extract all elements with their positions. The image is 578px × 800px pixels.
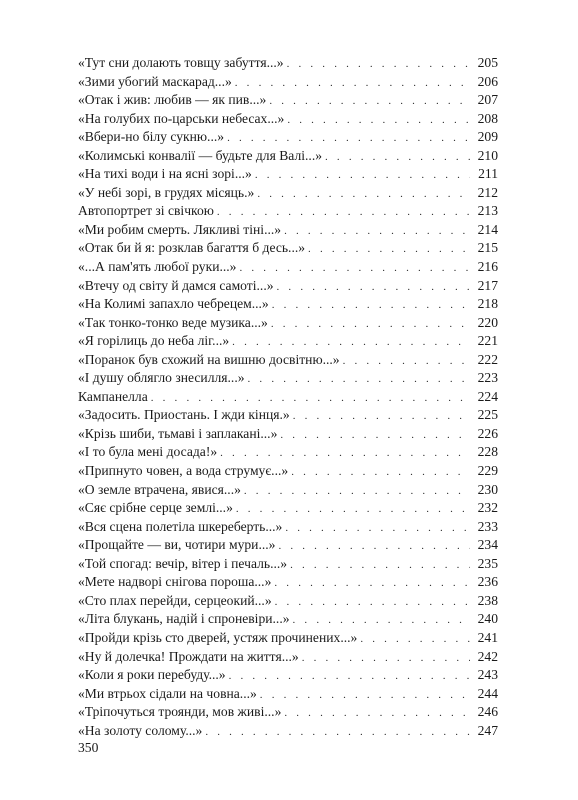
toc-entry-title: «На тихі води і на ясні зорі...» [78,166,252,182]
toc-entry-page: 230 [477,481,498,497]
toc-entry-page: 220 [477,314,498,330]
toc-entry-title: «Той спогад: вечір, вітер і печаль...» [78,555,288,571]
toc-entry-page: 217 [477,277,498,293]
toc-entry-page: 246 [477,704,498,720]
toc-entry [78,536,498,555]
toc-dot-leader [284,222,470,241]
toc-entry-title: Автопортрет зі свічкою [78,203,214,219]
toc-entry [78,239,498,258]
toc-entry-title: «Колимські конвалії — будьте для Валі...» [78,147,323,163]
toc-dot-leader [274,574,470,593]
toc-dot-leader [284,704,470,723]
toc-entry [78,573,498,592]
toc-entry [78,369,498,388]
toc-entry-title: «І то була мені досада!» [78,444,218,460]
toc-entry [78,648,498,667]
toc-entry-title: «На Колимі запахло чебрецем...» [78,296,269,312]
toc-entry [78,351,498,370]
toc-entry-page: 224 [477,388,498,404]
toc-entry [78,184,498,203]
toc-dot-leader [360,630,470,649]
toc-dot-leader [325,148,470,167]
toc-entry [78,481,498,500]
toc-dot-leader [280,426,470,445]
toc-entry-page: 243 [477,667,498,683]
toc-entry [78,110,498,129]
toc-entry-page: 223 [477,370,498,386]
toc-dot-leader [151,389,470,408]
toc-entry [78,685,498,704]
toc-entry-page: 207 [477,92,498,108]
toc-entry-title: «Задосить. Приостань. І жди кінця.» [78,407,290,423]
toc-entry-title: «Так тонко-тонко веде музика...» [78,314,268,330]
toc-entry-title: «...А пам'ять любої руки...» [78,259,237,275]
toc-entry [78,295,498,314]
toc-dot-leader [293,407,470,426]
toc-dot-leader [205,723,470,742]
toc-entry-page: 228 [477,444,498,460]
toc-entry-title: «У небі зорі, в грудях місяць.» [78,184,255,200]
toc-entry-page: 209 [477,129,498,145]
toc-entry-page: 238 [477,592,498,608]
toc-dot-leader [232,333,470,352]
toc-dot-leader [235,74,470,93]
toc-entry-page: 206 [477,73,498,89]
toc-entry-page: 244 [477,685,498,701]
toc-dot-leader [278,537,470,556]
toc-entry-title: «Тріпочуться троянди, мов живі...» [78,704,282,720]
toc-entry [78,147,498,166]
toc-entry-title: «Пройди крізь сто дверей, устяж прочинених...» [78,629,358,645]
toc-entry [78,73,498,92]
toc-entry-page: 214 [477,221,498,237]
toc-entry-title: «Прощайте — ви, чотири мури...» [78,537,276,553]
toc-entry-page: 211 [478,166,498,182]
toc-entry [78,388,498,407]
toc-entry-title: «На голубих по-царськи небесах...» [78,110,285,126]
toc-entry-title: «Я горілиць до неба ліг...» [78,333,230,349]
toc-entry-title: «Вся сцена полетіла шкереберть...» [78,518,283,534]
toc-entry-title: «Поранок був схожий на вишню досвітню...» [78,351,340,367]
toc-dot-leader [248,370,470,389]
toc-dot-leader [244,482,470,501]
toc-dot-leader [290,556,470,575]
toc-entry [78,425,498,444]
toc-entry-title: Кампанелла [78,388,148,404]
toc-dot-leader [308,240,470,259]
toc-entry-title: «Отак би й я: розклав багаття б десь...» [78,240,306,256]
toc-entry-page: 216 [477,259,498,275]
toc-entry [78,518,498,537]
toc-entry-title: «Зими убогий маскарад...» [78,73,232,89]
toc-entry [78,555,498,574]
toc-entry-page: 235 [477,555,498,571]
toc-entry-page: 210 [477,147,498,163]
toc-dot-leader [227,129,470,148]
toc-entry [78,332,498,351]
toc-entry [78,277,498,296]
toc-entry-page: 212 [477,184,498,200]
toc-entry-title: «Крізь шиби, тьмаві і заплакані...» [78,425,278,441]
toc-dot-leader [239,259,470,278]
toc-entry-title: «На золоту солому...» [78,722,203,738]
toc-entry-title: «Ми втрьох сідали на човна...» [78,685,257,701]
toc-dot-leader [285,519,470,538]
toc-dot-leader [291,463,470,482]
toc-entry-title: «Літа блукань, надій і спроневіри...» [78,611,290,627]
toc-entry-page: 247 [477,722,498,738]
toc-entry-page: 242 [477,648,498,664]
toc-entry-title: «Сяє срібне серце землі...» [78,500,233,516]
toc-entry-page: 208 [477,110,498,126]
toc-entry-page: 241 [477,629,498,645]
toc-entry-title: «Ми робим смерть. Лякливі тіні...» [78,221,282,237]
toc-entry [78,91,498,110]
toc-entry [78,221,498,240]
toc-dot-leader [269,92,470,111]
toc-entry [78,610,498,629]
toc-dot-leader [260,686,470,705]
toc-dot-leader [255,166,470,185]
toc-entry [78,258,498,277]
toc-entry-page: 229 [477,463,498,479]
toc-entry-page: 225 [477,407,498,423]
toc-dot-leader [277,278,470,297]
toc-entry [78,499,498,518]
toc-entry-title: «Втечу од світу й дамся самоті...» [78,277,274,293]
toc-entry-page: 213 [477,203,498,219]
toc-dot-leader [217,203,470,222]
toc-entry-title: «Мете надворі снігова пороша...» [78,574,272,590]
toc-entry-title: «О земле втрачена, явися...» [78,481,241,497]
toc-entry-page: 233 [477,518,498,534]
toc-entry-title: «Коли я роки перебуду...» [78,667,226,683]
toc-dot-leader [302,649,470,668]
toc-entry [78,666,498,685]
toc-dot-leader [287,55,470,74]
toc-dot-leader [293,611,470,630]
toc-dot-leader [236,500,470,519]
page-number: 350 [78,740,99,755]
toc-entry-page: 205 [477,55,498,70]
toc-entry-page: 218 [477,296,498,312]
toc-entry [78,128,498,147]
toc-entry [78,406,498,425]
toc-dot-leader [229,667,470,686]
toc-entry [78,592,498,611]
toc-entry-title: «Ну й долечка! Прождати на життя...» [78,648,299,664]
toc-entry-page: 226 [477,425,498,441]
toc-dot-leader [271,315,470,334]
toc-dot-leader [220,444,470,463]
toc-entry [78,462,498,481]
toc-entry-page: 240 [477,611,498,627]
toc-entry-page: 222 [477,351,498,367]
toc-entry-page: 234 [477,537,498,553]
toc-dot-leader [275,593,470,612]
toc-entry [78,629,498,648]
toc-entry [78,165,498,184]
toc-dot-leader [272,296,470,315]
toc-entry-page: 236 [477,574,498,590]
toc-entry-page: 232 [477,500,498,516]
toc-entry-title: «Припнуто човен, а вода струмує...» [78,463,289,479]
toc-entry-page: 221 [477,333,498,349]
toc-entry [78,314,498,333]
toc-entry-title: «Тут сни долають товщу забуття...» [78,55,284,70]
toc-dot-leader [257,185,470,204]
table-of-contents [78,54,498,740]
toc-entry-page: 215 [477,240,498,256]
toc-entry-title: «Вбери-но білу сукню...» [78,129,225,145]
toc-dot-leader [343,352,470,371]
toc-entry [78,54,498,73]
toc-entry-title: «І душу облягло знесилля...» [78,370,245,386]
toc-entry-title: «Отак і жив: любив — як пив...» [78,92,267,108]
toc-dot-leader [287,111,470,130]
toc-entry [78,703,498,722]
toc-entry [78,443,498,462]
toc-entry [78,202,498,221]
toc-entry-title: «Сто плах перейди, серцеокий...» [78,592,272,608]
toc-entry [78,722,498,741]
